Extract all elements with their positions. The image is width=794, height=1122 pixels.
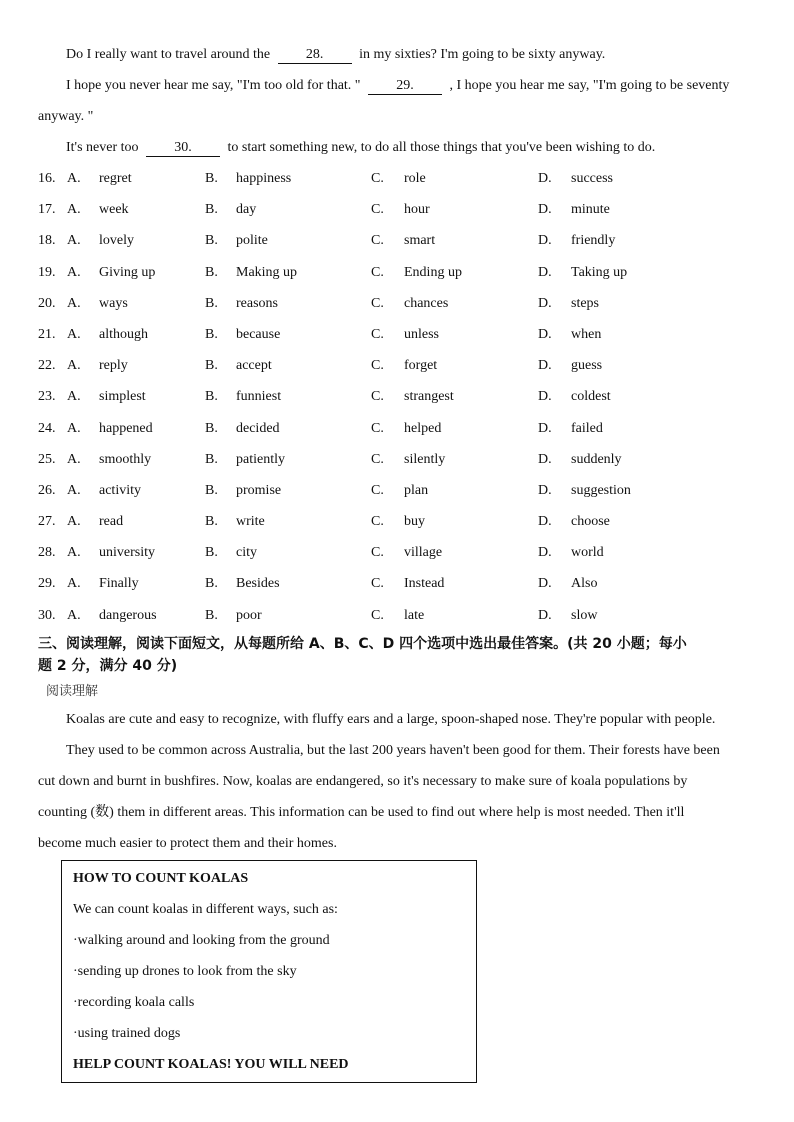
reading-paragraph-1: Koalas are cute and easy to recognize, with fluffy ears and a large, spoon-shaped nose. They're popular with people. (66, 712, 716, 727)
option-row (38, 232, 758, 263)
option-label-d: D. (538, 389, 552, 405)
option-label-b: B. (205, 607, 218, 623)
option-label-b: B. (205, 171, 218, 186)
option-b: because (236, 326, 281, 342)
option-a: university (99, 545, 155, 561)
options-list (38, 170, 758, 638)
option-label-d: D. (538, 295, 552, 311)
option-c: Instead (404, 576, 445, 592)
option-label-d: D. (538, 514, 552, 530)
option-label-c: C. (371, 295, 384, 311)
option-c: role (404, 171, 426, 186)
option-b: promise (236, 482, 282, 498)
question-number: 28. (38, 545, 56, 561)
option-a: reply (99, 358, 128, 374)
option-row (38, 326, 758, 357)
passage-text: It's never too (66, 140, 139, 155)
box-item: ·walking around and looking from the ground (73, 933, 330, 948)
passage-line-30 (66, 139, 655, 157)
question-number: 21. (38, 326, 56, 342)
passage-text: to start something new, to do all those things that you've been wishing to do. (227, 140, 656, 155)
question-number: 17. (38, 202, 56, 218)
option-row (38, 201, 758, 232)
option-label-d: D. (538, 420, 552, 436)
option-label-c: C. (371, 202, 384, 218)
option-label-c: C. (371, 514, 384, 530)
reading-paragraph-2-line: become much easier to protect them and their homes. (38, 836, 337, 851)
section-subtitle: 阅读理解 (46, 684, 99, 699)
option-label-d: D. (538, 576, 552, 592)
option-label-d: D. (538, 171, 552, 186)
box-title: HOW TO COUNT KOALAS (73, 871, 249, 886)
option-label-c: C. (371, 358, 384, 374)
option-label-a: A. (67, 451, 81, 467)
box-item: ·sending up drones to look from the sky (73, 964, 297, 979)
option-row (38, 295, 758, 326)
option-label-c: C. (371, 420, 384, 436)
option-a: Giving up (99, 264, 156, 280)
section-heading (38, 633, 758, 677)
option-b: polite (236, 233, 268, 249)
option-d: failed (571, 420, 603, 436)
option-c: helped (404, 420, 442, 436)
option-b: city (236, 545, 257, 561)
option-a: dangerous (99, 607, 157, 623)
option-c: forget (404, 358, 438, 374)
option-label-c: C. (371, 171, 384, 186)
option-b: Besides (236, 576, 280, 592)
option-c: late (404, 607, 425, 623)
option-c: strangest (404, 389, 454, 405)
option-a: although (99, 326, 148, 342)
option-label-b: B. (205, 576, 218, 592)
option-row (38, 170, 758, 201)
option-c: buy (404, 514, 425, 530)
option-label-c: C. (371, 576, 384, 592)
option-label-b: B. (205, 420, 218, 436)
option-a: week (99, 202, 129, 218)
option-label-a: A. (67, 358, 81, 374)
option-label-d: D. (538, 545, 552, 561)
option-label-b: B. (205, 326, 218, 342)
option-d: choose (571, 514, 610, 530)
option-label-a: A. (67, 171, 81, 186)
option-row (38, 388, 758, 419)
option-b: day (236, 202, 257, 218)
option-d: suggestion (571, 482, 631, 498)
option-label-a: A. (67, 295, 81, 311)
passage-text: I hope you never hear me say, "I'm too old for that. " (66, 78, 361, 93)
passage-text: Do I really want to travel around the (66, 47, 271, 62)
option-label-b: B. (205, 233, 218, 249)
option-a: Finally (99, 576, 139, 592)
option-label-d: D. (538, 607, 552, 623)
info-box (61, 860, 477, 1083)
option-b: accept (236, 358, 272, 374)
option-label-b: B. (205, 451, 218, 467)
question-number: 30. (38, 607, 56, 623)
option-c: plan (404, 482, 429, 498)
question-number: 27. (38, 514, 56, 530)
option-row (38, 513, 758, 544)
option-d: world (571, 545, 604, 561)
option-label-b: B. (205, 264, 218, 280)
blank-28: 28. (278, 47, 352, 64)
blank-30: 30. (146, 140, 220, 157)
option-label-a: A. (67, 514, 81, 530)
option-c: smart (404, 233, 436, 249)
option-label-d: D. (538, 264, 552, 280)
option-row (38, 264, 758, 295)
option-b: patiently (236, 451, 285, 467)
question-number: 22. (38, 358, 56, 374)
question-number: 16. (38, 171, 56, 186)
reading-paragraph-2-line: cut down and burnt in bushfires. Now, koalas are endangered, so it's necessary to make sure of koala populations by (38, 774, 688, 789)
option-label-a: A. (67, 607, 81, 623)
option-label-d: D. (538, 451, 552, 467)
option-label-c: C. (371, 607, 384, 623)
option-d: minute (571, 202, 610, 218)
passage-line-29 (66, 77, 729, 95)
passage-text: in my sixties? I'm going to be sixty anyway. (359, 47, 606, 62)
option-label-c: C. (371, 264, 384, 280)
question-number: 26. (38, 482, 56, 498)
option-c: silently (404, 451, 446, 467)
option-a: regret (99, 171, 132, 186)
option-label-b: B. (205, 358, 218, 374)
option-label-a: A. (67, 482, 81, 498)
option-row (38, 357, 758, 388)
option-label-c: C. (371, 545, 384, 561)
option-d: Also (571, 576, 598, 592)
option-label-c: C. (371, 389, 384, 405)
option-row (38, 482, 758, 513)
option-label-a: A. (67, 389, 81, 405)
option-row (38, 420, 758, 451)
passage-text: , I hope you hear me say, "I'm going to be seventy (449, 78, 730, 93)
option-label-a: A. (67, 420, 81, 436)
option-d: suddenly (571, 451, 622, 467)
passage-line-29-cont: anyway. " (38, 109, 94, 124)
reading-paragraph-2-line: counting (数) them in different areas. This information can be used to find out where help is most needed. Then it'll (38, 805, 685, 820)
question-number: 29. (38, 576, 56, 592)
option-b: write (236, 514, 265, 530)
option-row (38, 544, 758, 575)
box-footer: HELP COUNT KOALAS! YOU WILL NEED (73, 1057, 349, 1072)
question-number: 18. (38, 233, 56, 249)
option-c: unless (404, 326, 439, 342)
question-number: 19. (38, 264, 56, 280)
option-b: happiness (236, 171, 292, 186)
question-number: 20. (38, 295, 56, 311)
option-label-b: B. (205, 389, 218, 405)
option-row (38, 575, 758, 606)
option-label-b: B. (205, 545, 218, 561)
question-number: 25. (38, 451, 56, 467)
option-a: read (99, 514, 124, 530)
question-number: 23. (38, 389, 56, 405)
passage-line-28 (66, 46, 605, 64)
option-a: happened (99, 420, 153, 436)
option-c: hour (404, 202, 430, 218)
option-d: slow (571, 607, 598, 623)
option-b: poor (236, 607, 262, 623)
option-c: village (404, 545, 443, 561)
option-b: funniest (236, 389, 282, 405)
option-b: reasons (236, 295, 278, 311)
box-intro: We can count koalas in different ways, such as: (73, 902, 338, 917)
question-number: 24. (38, 420, 56, 436)
option-label-c: C. (371, 326, 384, 342)
option-label-d: D. (538, 482, 552, 498)
option-label-a: A. (67, 264, 81, 280)
box-item: ·recording koala calls (73, 995, 195, 1010)
section-heading-line: 三、阅读理解，阅读下面短文，从每题所给 A、B、C、D 四个选项中选出最佳答案。(共 20 小题；每小 (38, 636, 687, 652)
option-label-b: B. (205, 514, 218, 530)
option-a: ways (99, 295, 128, 311)
section-heading-line: 题 2 分，满分 40 分) (38, 658, 178, 674)
option-a: smoothly (99, 451, 152, 467)
reading-paragraph-2: They used to be common across Australia, but the last 200 years haven't been good for them. Their forests have been (66, 743, 720, 758)
option-d: coldest (571, 389, 611, 405)
option-label-c: C. (371, 482, 384, 498)
option-label-a: A. (67, 576, 81, 592)
option-label-d: D. (538, 233, 552, 249)
option-row (38, 451, 758, 482)
option-a: activity (99, 482, 141, 498)
option-d: Taking up (571, 264, 628, 280)
option-label-b: B. (205, 295, 218, 311)
option-label-d: D. (538, 358, 552, 374)
option-label-a: A. (67, 326, 81, 342)
option-a: simplest (99, 389, 146, 405)
option-d: steps (571, 295, 599, 311)
option-c: Ending up (404, 264, 462, 280)
option-label-b: B. (205, 482, 218, 498)
option-label-c: C. (371, 233, 384, 249)
option-label-b: B. (205, 202, 218, 218)
option-d: guess (571, 358, 603, 374)
option-d: friendly (571, 233, 616, 249)
option-a: lovely (99, 233, 134, 249)
option-c: chances (404, 295, 449, 311)
blank-29: 29. (368, 78, 442, 95)
option-label-c: C. (371, 451, 384, 467)
option-label-a: A. (67, 545, 81, 561)
option-b: Making up (236, 264, 298, 280)
box-item: ·using trained dogs (73, 1026, 181, 1041)
option-b: decided (236, 420, 280, 436)
option-d: when (571, 326, 602, 342)
option-label-d: D. (538, 202, 552, 218)
option-label-a: A. (67, 202, 81, 218)
option-d: success (571, 171, 613, 186)
option-label-d: D. (538, 326, 552, 342)
option-label-a: A. (67, 233, 81, 249)
